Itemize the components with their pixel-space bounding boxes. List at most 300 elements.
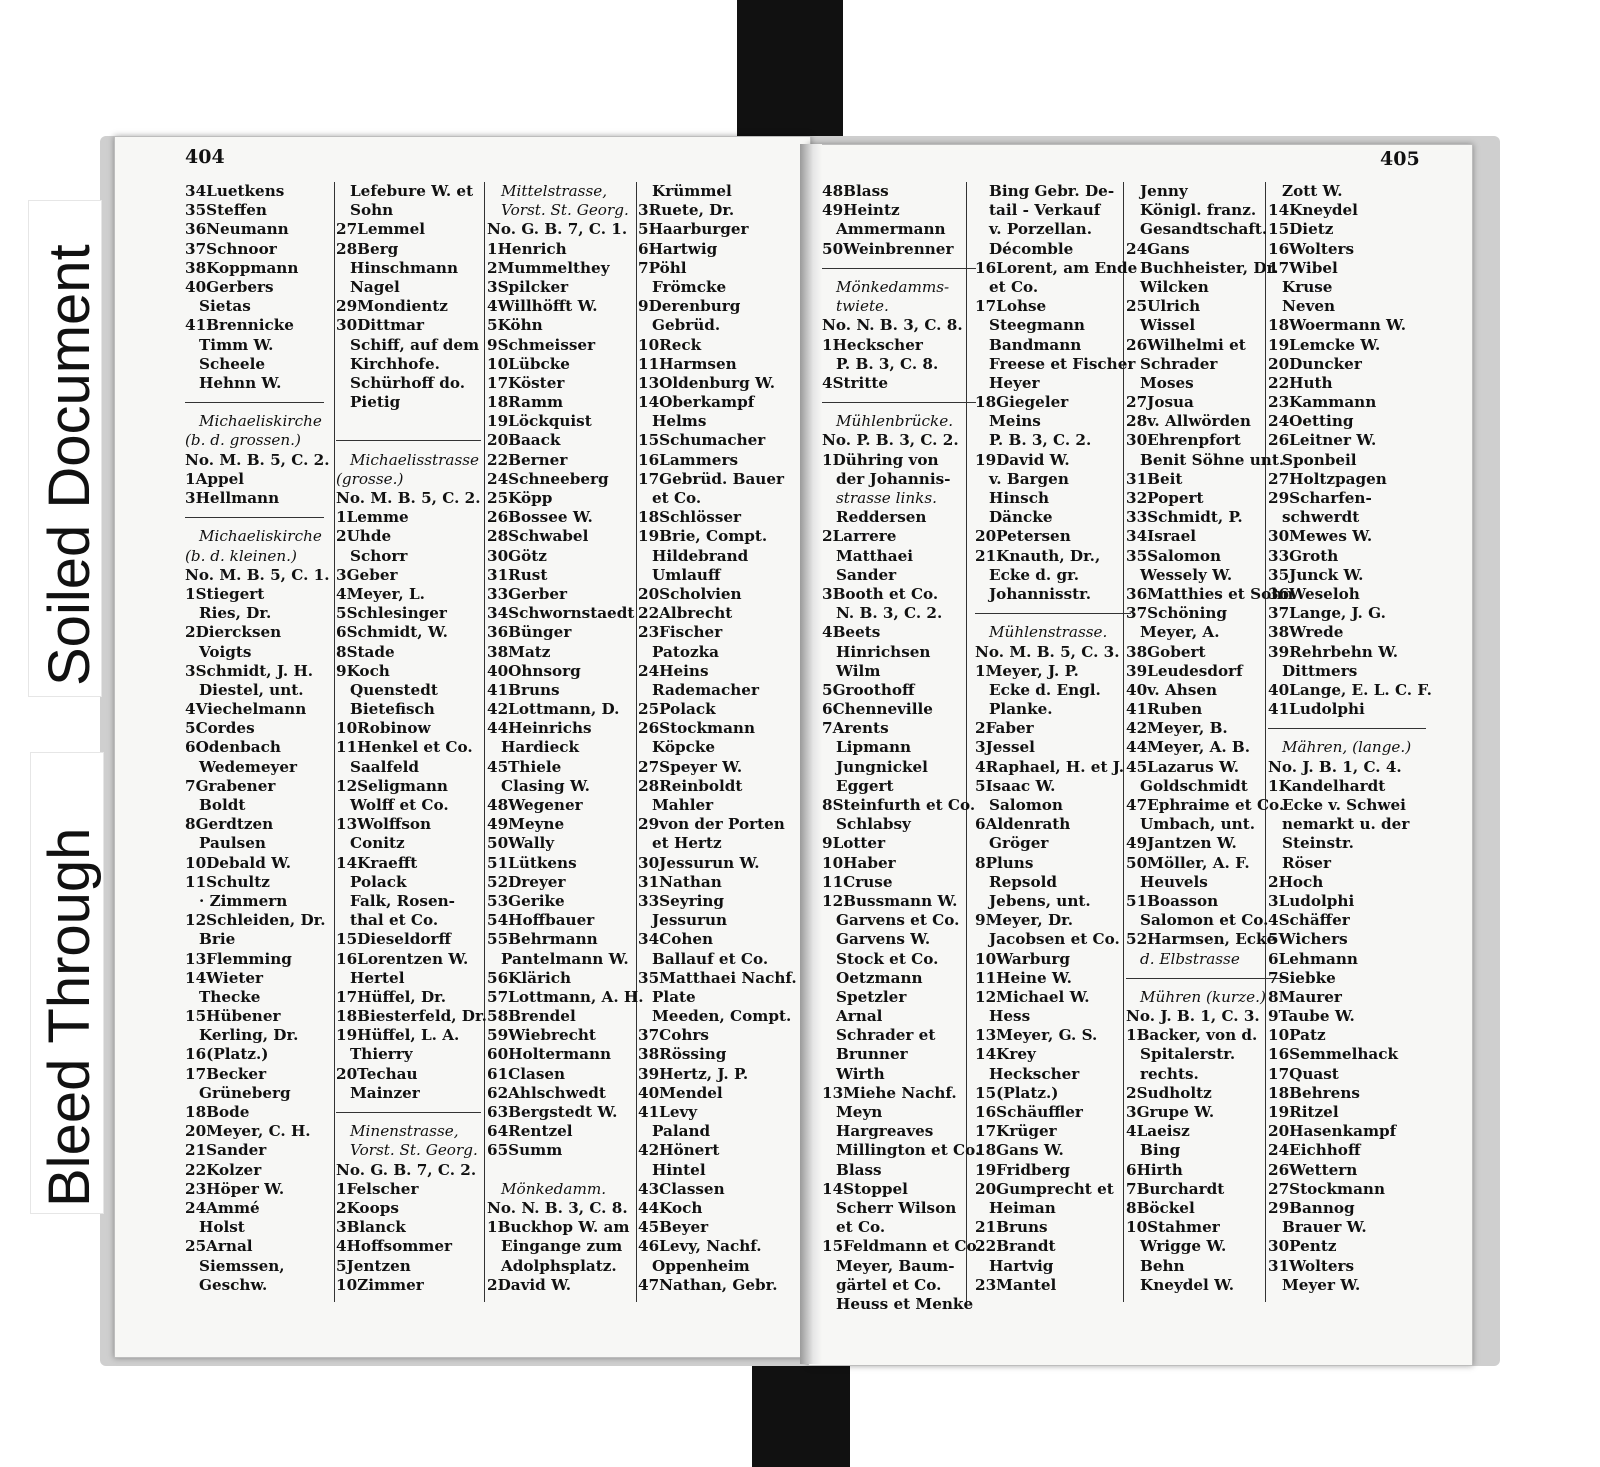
directory-entry: 61Clasen: [487, 1064, 566, 1083]
directory-entry: Garvens et Co.: [836, 911, 960, 930]
directory-entry: 29Mondientz: [336, 297, 448, 316]
directory-entry: 10Debald W.: [185, 853, 292, 872]
directory-entry: 7Arents: [822, 719, 889, 738]
directory-entry: 15Feldmann et Co.: [822, 1237, 982, 1256]
directory-entry: 49Meyne: [487, 815, 565, 834]
directory-entry: Holst: [199, 1218, 245, 1237]
directory-entry: Heyer: [989, 373, 1040, 392]
directory-entry: Gebrüd.: [652, 316, 721, 335]
directory-entry: 37Schöning: [1126, 604, 1227, 623]
directory-entry: 52Dreyer: [487, 872, 566, 891]
directory-entry: schwerdt: [1282, 508, 1360, 527]
directory-entry: 7Pöhl: [638, 258, 687, 277]
directory-entry: 30Jessurun W.: [638, 853, 760, 872]
directory-entry: Mühren (kurze.): [1140, 987, 1266, 1006]
directory-entry: Johannisstr.: [989, 584, 1092, 603]
directory-entry: 23Mantel: [975, 1275, 1057, 1294]
directory-entry: No. M. B. 5, C. 2.: [185, 450, 330, 469]
directory-entry: Behn: [1140, 1256, 1185, 1275]
directory-entry: 41Ludolphi: [1268, 700, 1365, 719]
directory-entry: 14Oberkampf: [638, 393, 755, 412]
directory-entry: 6Chenneville: [822, 700, 933, 719]
directory-entry: 42Meyer, B.: [1126, 719, 1228, 738]
directory-entry: Frömcke: [652, 277, 727, 296]
directory-entry: 9Koch: [336, 661, 390, 680]
directory-entry: Schorr: [350, 546, 408, 565]
directory-entry: Salomon: [989, 796, 1063, 814]
directory-entry: Dittmers: [1282, 661, 1358, 680]
directory-entry: Kneydel W.: [1140, 1275, 1235, 1294]
directory-entry: 10Reck: [638, 335, 702, 354]
directory-entry: 11Schultz: [185, 872, 270, 891]
directory-entry: Boldt: [199, 796, 246, 814]
directory-entry: Ecke d. Engl.: [989, 680, 1101, 699]
directory-entry: Michaeliskirche: [199, 527, 322, 546]
directory-entry: 27Speyer W.: [638, 757, 743, 776]
directory-entry: 64Rentzel: [487, 1122, 573, 1141]
directory-entry: Quenstedt: [350, 680, 438, 699]
directory-entry: Blass: [836, 1160, 882, 1179]
directory-entry: v. Porzellan.: [989, 220, 1093, 239]
directory-entry: 9Lotter: [822, 834, 886, 853]
directory-entry: N. B. 3, C. 2.: [836, 604, 943, 623]
directory-entry: Wedemeyer: [199, 757, 297, 776]
directory-entry: Jessurun: [652, 911, 728, 930]
directory-entry: 17Hüffel, Dr.: [336, 987, 447, 1006]
directory-entry: Meyer W.: [1282, 1275, 1361, 1294]
section-rule: [822, 393, 982, 412]
directory-entry: 63Bergstedt W.: [487, 1103, 618, 1121]
directory-entry: Brie: [199, 930, 236, 949]
directory-entry: 7Siebke: [1268, 968, 1336, 987]
directory-entry: Hertel: [350, 968, 405, 987]
directory-entry: Hess: [989, 1007, 1031, 1026]
directory-entry: 26Wettern: [1268, 1160, 1358, 1179]
directory-entry: 34Schwornstaedt: [487, 604, 635, 623]
directory-entry: 39Leudesdorf: [1126, 661, 1243, 680]
directory-entry: 1Buckhop W. am: [487, 1218, 630, 1237]
directory-entry: Vorst. St. Georg.: [350, 1141, 478, 1160]
directory-entry: Meeden, Compt.: [652, 1007, 792, 1026]
directory-entry: 8Pluns: [975, 853, 1034, 872]
directory-entry: 17Wibel: [1268, 258, 1338, 277]
directory-entry: Hinschmann: [350, 258, 458, 277]
directory-entry: Meins: [989, 412, 1041, 431]
directory-entry: Ecke v. Schwei: [1282, 796, 1406, 814]
directory-entry: der Johannis-: [836, 469, 951, 488]
directory-entry: 21Bruns: [975, 1218, 1048, 1237]
directory-entry: Heckscher: [989, 1064, 1080, 1083]
directory-entry: No. N. B. 3, C. 8.: [487, 1198, 628, 1217]
directory-entry: 28Berg: [336, 239, 399, 258]
directory-entry: 4Meyer, L.: [336, 584, 425, 603]
directory-entry: 28Schwabel: [487, 527, 589, 546]
directory-entry: Wessely W.: [1140, 565, 1233, 584]
directory-entry: 25Ulrich: [1126, 297, 1201, 316]
directory-entry: Matthaei: [836, 546, 913, 565]
directory-entry: Umbach, unt.: [1140, 815, 1256, 834]
directory-entry: Polack: [350, 872, 407, 891]
directory-entry: Bandmann: [989, 335, 1082, 354]
directory-entry: 52Harmsen, Ecke: [1126, 930, 1277, 949]
directory-entry: 16Lorent, am Ende: [975, 258, 1138, 277]
directory-entry: 22Albrecht: [638, 604, 733, 623]
directory-entry: 33Groth: [1268, 546, 1339, 565]
directory-entry: 20Baack: [487, 431, 561, 450]
directory-entry: 14Stoppel: [822, 1179, 908, 1198]
directory-entry: 2Sudholtz: [1126, 1083, 1212, 1102]
directory-entry: 50Möller, A. F.: [1126, 853, 1250, 872]
column-divider: [334, 182, 335, 1302]
bleed-through-label: Bleed Through: [37, 827, 102, 1207]
directory-entry: thal et Co.: [350, 911, 439, 930]
directory-entry: Mähren, (lange.): [1282, 738, 1412, 757]
directory-entry: 36Weseloh: [1268, 584, 1360, 603]
directory-entry: 4Stritte: [822, 373, 889, 392]
directory-entry: 30Ehrenpfort: [1126, 431, 1241, 450]
directory-entry: 34Luetkens: [185, 182, 285, 200]
directory-entry: Spetzler: [836, 987, 907, 1006]
directory-entry: Bing: [1140, 1141, 1181, 1160]
directory-entry: et Co.: [989, 277, 1039, 296]
directory-entry: Ballauf et Co.: [652, 949, 769, 968]
directory-entry: gärtel et Co.: [836, 1275, 942, 1294]
directory-entry: 16Semmelhack: [1268, 1045, 1398, 1064]
right-page-number: 405: [1380, 148, 1420, 170]
directory-entry: 10Patz: [1268, 1026, 1326, 1045]
directory-entry: Hardieck: [501, 738, 580, 757]
directory-entry: Thierry: [350, 1045, 413, 1064]
directory-entry: 2David W.: [487, 1275, 572, 1294]
directory-entry: d. Elbstrasse: [1140, 949, 1240, 968]
directory-entry: 47Ephraime et Co.: [1126, 796, 1285, 814]
directory-entry: 15Dietz: [1268, 220, 1334, 239]
directory-entry: Meyer, A.: [1140, 623, 1220, 642]
directory-column-5: [822, 182, 982, 1314]
directory-entry: 38Wrede: [1268, 623, 1344, 642]
directory-entry: No. J. B. 1, C. 3.: [1126, 1007, 1260, 1026]
directory-entry: 40Ohnsorg: [487, 661, 581, 680]
directory-entry: 4Raphael, H. et J.: [975, 757, 1125, 776]
directory-entry: nemarkt u. der: [1282, 815, 1410, 834]
directory-entry: 6Hirth: [1126, 1160, 1183, 1179]
directory-entry: 48Wegener: [487, 796, 583, 814]
directory-entry: 12Bussmann W.: [822, 891, 958, 910]
directory-entry: Heuvels: [1140, 872, 1208, 891]
directory-entry: 26Wilhelmi et: [1126, 335, 1246, 354]
directory-entry: 3Jessel: [975, 738, 1035, 757]
directory-entry: Grüneberg: [199, 1083, 291, 1102]
directory-entry: 27Holtzpagen: [1268, 469, 1387, 488]
directory-entry: 45Lazarus W.: [1126, 757, 1239, 776]
directory-entry: rechts.: [1140, 1064, 1199, 1083]
directory-entry: 47Nathan, Gebr.: [638, 1275, 778, 1294]
directory-entry: Mainzer: [350, 1083, 420, 1102]
directory-entry: Schrader et: [836, 1026, 936, 1045]
directory-entry: 1Heckscher: [822, 335, 923, 354]
directory-entry: 4Schäffer: [1268, 911, 1350, 930]
directory-entry: 41Brennicke: [185, 316, 294, 335]
directory-entry: 21Knauth, Dr.,: [975, 546, 1101, 565]
directory-entry: 16Lorentzen W.: [336, 949, 469, 968]
directory-entry: 26Leitner W.: [1268, 431, 1377, 450]
directory-entry: 38Matz: [487, 642, 551, 661]
directory-entry: 37Lange, J. G.: [1268, 604, 1386, 623]
directory-entry: 19Brie, Compt.: [638, 527, 768, 546]
directory-entry: 44Koch: [638, 1198, 703, 1217]
directory-entry: Hartvig: [989, 1256, 1054, 1275]
directory-entry: Heuss et Menke: [836, 1294, 974, 1313]
section-rule: [822, 259, 982, 278]
directory-entry: Helms: [652, 412, 707, 431]
directory-entry: Décomble: [989, 239, 1074, 258]
directory-entry: 8Maurer: [1268, 987, 1342, 1006]
directory-column-6: [975, 182, 1137, 1295]
directory-entry: 17Gebrüd. Bauer: [638, 469, 785, 488]
directory-entry: (b. d. kleinen.): [185, 546, 297, 565]
directory-entry: 4Beets: [822, 623, 881, 642]
directory-entry: Plate: [652, 987, 696, 1006]
directory-entry: 18Ramm: [487, 393, 564, 412]
directory-entry: 20Gumprecht et: [975, 1179, 1114, 1198]
directory-entry: 18Gans W.: [975, 1141, 1064, 1160]
directory-entry: 15Schumacher: [638, 431, 766, 450]
directory-entry: 19Ritzel: [1268, 1103, 1339, 1121]
directory-entry: Pietig: [350, 393, 401, 412]
directory-entry: 34Cohen: [638, 930, 714, 949]
directory-entry: Mühlenbrücke.: [836, 412, 954, 431]
directory-entry: Steinstr.: [1282, 834, 1354, 853]
directory-entry: 28Reinboldt: [638, 776, 743, 795]
directory-entry: 16(Platz.): [185, 1045, 269, 1064]
directory-entry: Sponbeil: [1282, 450, 1357, 469]
directory-entry: 36Bünger: [487, 623, 572, 642]
directory-entry: 5Cordes: [185, 719, 255, 738]
directory-entry: No. M. B. 5, C. 2.: [336, 489, 481, 507]
directory-entry: Krümmel: [652, 182, 732, 200]
directory-entry: 22Brandt: [975, 1237, 1056, 1256]
directory-entry: 15Dieseldorff: [336, 930, 451, 949]
directory-entry: Jenny: [1140, 182, 1188, 200]
directory-entry: Clasing W.: [501, 776, 590, 795]
directory-entry: Planke.: [989, 700, 1053, 719]
directory-entry: 5Haarburger: [638, 220, 749, 239]
directory-entry: 8Steinfurth et Co.: [822, 796, 976, 814]
directory-entry: 18Giegeler: [975, 393, 1069, 412]
directory-entry: Bietefisch: [350, 700, 435, 719]
directory-entry: 9Meyer, Dr.: [975, 911, 1074, 930]
directory-entry: Kirchhofe.: [350, 354, 440, 373]
directory-entry: Eggert: [836, 776, 894, 795]
directory-entry: No. J. B. 1, C. 4.: [1268, 757, 1402, 776]
directory-entry: 16Schäuffler: [975, 1103, 1083, 1121]
directory-entry: 3Ruete, Dr.: [638, 201, 735, 220]
directory-entry: 3Schmidt, J. H.: [185, 661, 314, 680]
directory-entry: Wolff et Co.: [350, 796, 449, 814]
directory-entry: Zott W.: [1282, 182, 1343, 200]
directory-entry: Eingange zum: [501, 1237, 623, 1256]
directory-entry: Ecke d. gr.: [989, 565, 1080, 584]
directory-entry: Sohn: [350, 201, 394, 220]
directory-entry: Wirth: [836, 1064, 885, 1083]
directory-entry: 31Wolters: [1268, 1256, 1355, 1275]
directory-entry: 18Behrens: [1268, 1083, 1360, 1102]
directory-entry: Scherr Wilson: [836, 1198, 957, 1217]
directory-entry: 5Schlesinger: [336, 604, 447, 623]
directory-entry: 13Wolffson: [336, 815, 432, 834]
section-rule: [975, 604, 1137, 623]
directory-entry: 10Haber: [822, 853, 896, 872]
directory-entry: 37Schnoor: [185, 239, 277, 258]
directory-entry: 10Warburg: [975, 949, 1070, 968]
directory-entry: 11Heine W.: [975, 968, 1072, 987]
directory-entry: Michaeliskirche: [199, 412, 322, 431]
directory-entry: 9Schmeisser: [487, 335, 596, 354]
directory-entry: 14Wieter: [185, 968, 264, 987]
directory-entry: 30Dittmar: [336, 316, 425, 335]
directory-entry: 15Hübener: [185, 1007, 281, 1026]
directory-entry: Röser: [1282, 853, 1331, 872]
directory-entry: 45Thiele: [487, 757, 562, 776]
directory-entry: Reddersen: [836, 508, 927, 527]
directory-entry: Hintel: [652, 1160, 706, 1179]
directory-entry: 20Meyer, C. H.: [185, 1122, 311, 1141]
directory-entry: 26Stockmann: [638, 719, 756, 738]
directory-entry: 1Dühring von: [822, 450, 939, 469]
directory-entry: 1Backer, von d.: [1126, 1026, 1258, 1045]
directory-entry: Mönkedamms-: [836, 277, 950, 296]
directory-entry: 7Burchardt: [1126, 1179, 1225, 1198]
directory-entry: Geschw.: [199, 1275, 268, 1294]
directory-entry: Brunner: [836, 1045, 908, 1064]
directory-entry: Spitalerstr.: [1140, 1045, 1236, 1064]
directory-entry: 6Aldenrath: [975, 815, 1071, 834]
directory-entry: 8Böckel: [1126, 1198, 1195, 1217]
section-rule: [1268, 719, 1432, 738]
directory-entry: 20Duncker: [1268, 354, 1362, 373]
directory-entry: 33Seyring: [638, 891, 725, 910]
directory-entry: 42Lottmann, D.: [487, 700, 620, 719]
directory-entry: twiete.: [836, 297, 889, 316]
directory-entry: 35Matthaei Nachf.: [638, 968, 797, 987]
directory-entry: Goldschmidt: [1140, 776, 1248, 795]
directory-entry: 36Neumann: [185, 220, 289, 239]
directory-entry: Timm W.: [199, 335, 274, 354]
directory-entry: 1Lemme: [336, 508, 409, 527]
directory-entry: 16Lammers: [638, 450, 739, 469]
directory-entry: 56Klärich: [487, 968, 572, 987]
directory-entry: (b. d. grossen.): [185, 431, 301, 450]
directory-entry: 2Larrere: [822, 527, 897, 546]
directory-entry: 18Biesterfeld, Dr.: [336, 1007, 487, 1026]
directory-entry: 17Becker: [185, 1064, 267, 1083]
directory-entry: [487, 1161, 644, 1180]
directory-entry: No. G. B. 7, C. 1.: [487, 220, 628, 239]
directory-entry: 4Laeisz: [1126, 1122, 1190, 1141]
directory-entry: 10Robinow: [336, 719, 431, 738]
directory-entry: Kruse: [1282, 277, 1333, 296]
directory-entry: No. N. B. 3, C. 8.: [822, 316, 963, 335]
directory-entry: 59Wiebrecht: [487, 1026, 596, 1045]
soiled-document-label: Soiled Document: [37, 244, 102, 686]
directory-entry: 24Schneeberg: [487, 469, 609, 488]
directory-entry: 5Köhn: [487, 316, 543, 335]
directory-entry: 29Scharfen-: [1268, 489, 1372, 507]
directory-entry: 2Uhde: [336, 527, 392, 546]
directory-entry: 19Löckquist: [487, 412, 592, 431]
directory-entry: Ries, Dr.: [199, 604, 272, 623]
directory-entry: Königl. franz.: [1140, 201, 1257, 220]
directory-entry: Thecke: [199, 987, 261, 1006]
directory-entry: Moses: [1140, 373, 1194, 392]
directory-entry: 33Schmidt, P.: [1126, 508, 1243, 527]
directory-entry: 41Ruben: [1126, 700, 1203, 719]
directory-entry: Steegmann: [989, 316, 1085, 335]
directory-entry: 22Kolzer: [185, 1160, 262, 1179]
directory-entry: 29von der Porten: [638, 815, 785, 834]
directory-entry: 51Lütkens: [487, 853, 577, 872]
directory-entry: 51Boasson: [1126, 891, 1219, 910]
directory-entry: 12Schleiden, Dr.: [185, 911, 326, 930]
directory-entry: 5Wichers: [1268, 930, 1348, 949]
directory-entry: 45Beyer: [638, 1218, 709, 1237]
directory-entry: 1Meyer, J. P.: [975, 661, 1079, 680]
directory-entry: 20Hasenkampf: [1268, 1122, 1397, 1141]
directory-entry: 15(Platz.): [975, 1083, 1059, 1102]
directory-entry: 20Scholvien: [638, 584, 742, 603]
directory-entry: Neven: [1282, 297, 1336, 316]
directory-entry: Sietas: [199, 297, 251, 316]
directory-entry: 49Jantzen W.: [1126, 834, 1237, 853]
directory-entry: 43Classen: [638, 1179, 725, 1198]
directory-entry: 54Hoffbauer: [487, 911, 595, 930]
directory-entry: [336, 412, 487, 431]
directory-entry: 25Arnal: [185, 1237, 253, 1256]
directory-entry: Schiff, auf dem: [350, 335, 480, 354]
directory-entry: 14Krey: [975, 1045, 1036, 1064]
directory-entry: Scheele: [199, 354, 266, 373]
directory-entry: 2Mummelthey: [487, 258, 610, 277]
directory-entry: 11Cruse: [822, 872, 893, 891]
directory-entry: 19Fridberg: [975, 1160, 1070, 1179]
directory-entry: 6Lehmann: [1268, 949, 1358, 968]
directory-entry: Siemssen,: [199, 1256, 285, 1275]
directory-entry: 16Wolters: [1268, 239, 1355, 258]
directory-entry: 44Heinrichs: [487, 719, 592, 738]
directory-entry: No. G. B. 7, C. 2.: [336, 1160, 477, 1179]
directory-entry: 3Ludolphi: [1268, 891, 1355, 910]
directory-entry: Köpcke: [652, 738, 716, 757]
directory-entry: Schürhoff do.: [350, 373, 465, 392]
directory-entry: 14Kraefft: [336, 853, 418, 872]
directory-entry: Lipmann: [836, 738, 912, 757]
directory-entry: 9Derenburg: [638, 297, 741, 316]
directory-entry: 5Groothoff: [822, 680, 915, 699]
directory-entry: Patozka: [652, 642, 719, 661]
directory-entry: Diestel, unt.: [199, 680, 304, 699]
directory-entry: 12Seligmann: [336, 776, 448, 795]
directory-entry: Saalfeld: [350, 757, 420, 776]
directory-entry: 17Lohse: [975, 297, 1047, 316]
directory-entry: No. P. B. 3, C. 2.: [822, 431, 959, 450]
directory-entry: 1Kandelhardt: [1268, 776, 1386, 795]
directory-entry: 31Rust: [487, 565, 548, 584]
directory-entry: 5Isaac W.: [975, 776, 1056, 795]
directory-entry: Schrader: [1140, 354, 1218, 373]
directory-entry: P. B. 3, C. 2.: [989, 431, 1092, 450]
directory-entry: 19David W.: [975, 450, 1070, 469]
directory-entry: Bing Gebr. De-: [989, 182, 1115, 200]
